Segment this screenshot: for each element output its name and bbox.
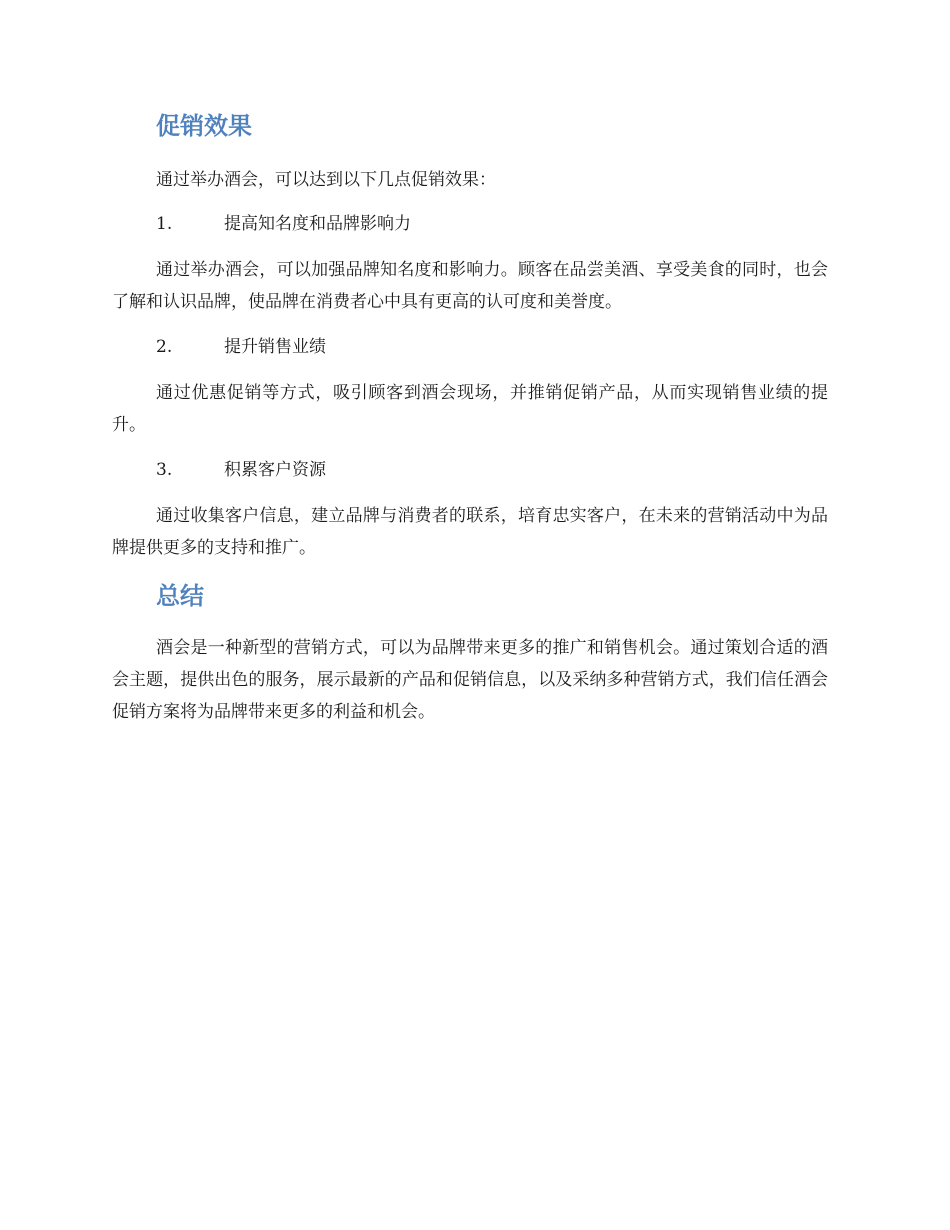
section-heading-summary: 总结 — [156, 582, 204, 610]
list-item-3 — [156, 456, 326, 484]
section-heading-promotion-effects: 促销效果 — [156, 112, 252, 140]
list-item-number: 1. — [156, 214, 173, 234]
list-item-2 — [156, 333, 326, 361]
summary-paragraph: 酒会是一种新型的营销方式，可以为品牌带来更多的推广和销售机会。通过策划合适的酒会主题，提供出色的服务，展示最新的产品和促销信息，以及采纳多种营销方式，我们信任酒会促销方案将为品牌带来更多的利益和机会。 — [112, 638, 828, 722]
item-3-body-paragraph: 通过收集客户信息，建立品牌与消费者的联系，培育忠实客户，在未来的营销活动中为品牌提供更多的支持和推广。 — [112, 506, 828, 558]
list-item-number: 3. — [156, 460, 173, 480]
item-2-body-paragraph: 通过优惠促销等方式，吸引顾客到酒会现场，并推销促销产品，从而实现销售业绩的提升。 — [112, 383, 828, 435]
list-item-title: 提高知名度和品牌影响力 — [224, 214, 411, 234]
list-item-title: 积累客户资源 — [224, 460, 326, 480]
item-1-body-paragraph: 通过举办酒会，可以加强品牌知名度和影响力。顾客在品尝美酒、享受美食的同时，也会了解和认识品牌，使品牌在消费者心中具有更高的认可度和美誉度。 — [112, 260, 828, 312]
list-item-title: 提升销售业绩 — [224, 337, 326, 357]
intro-paragraph: 通过举办酒会，可以达到以下几点促销效果： — [156, 170, 496, 190]
list-item-1 — [156, 210, 411, 238]
list-item-number: 2. — [156, 337, 173, 357]
